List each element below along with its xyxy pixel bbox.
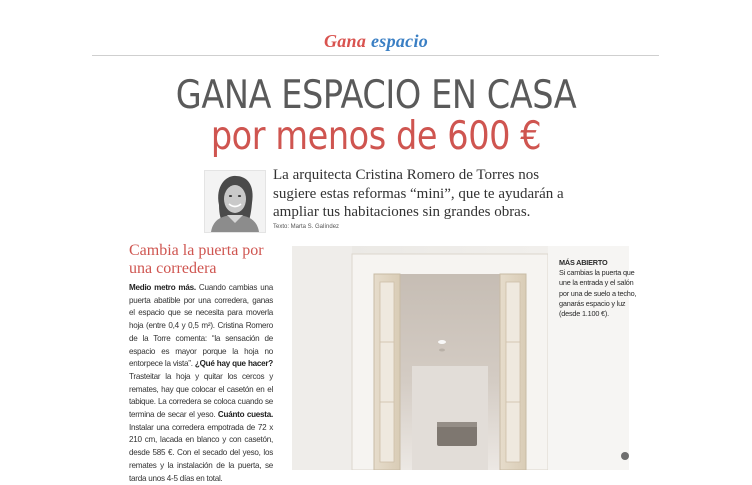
article-subhead: Cambia la puerta por una corredera [129,242,264,277]
intro-paragraph: La arquitecta Cristina Romero de Torres nos sugiere estas reformas “mini”, que te ayudarán a ampliar tus habitaciones sin grandes obras. [273,167,564,220]
headline-line-1: GANA ESPACIO EN CASA [175,73,577,118]
article-body [129,282,273,485]
section-tag-word-2: espacio [370,31,429,51]
author-credit: Texto: Marta S. Galíndez [273,224,340,230]
caption-text: Si cambias la puerta que une la entrada y el salón por una de suelo a techo, ganarás espacio y luz (desde 1.100 €). [559,268,637,319]
caption-title: MÁS ABIERTO [559,258,608,267]
headline-line-2: por menos de 600 € [210,114,542,159]
paragraph-1-lead: Medio metro más. [129,283,196,292]
paragraph-2-text: Trasteitar la hoja y quitar los cercos y remates, hay que colocar el casetón en el tabique. La corredera se coloca cuando se termina de secar el yeso. [129,371,273,420]
paragraph-3-lead: Cuánto cuesta. [217,410,273,420]
paragraph-2-lead: ¿Qué hay que hacer? [194,359,274,369]
header-divider [92,55,659,56]
photo-caption [559,258,639,319]
author-portrait-drawing [205,171,265,232]
section-tag [0,31,752,52]
paragraph-3-text: Instalar una corredera empotrada de 72 x 210 cm, lacada en blanco y con casetón, desde 585 €. Con el secado del yeso, los remates y la instalación de la puerta, se tarda unos 4-5 días en total. [129,422,273,483]
section-tag-word-1: Gana [323,31,367,51]
paragraph-1-text: Cuando cambias una puerta abatible por una corredera, ganas el espacio que se necesita para moverla hoja (entre 0,4 y 0,5 m²). Cristina Romero de la Torre comenta: “la sensación de espacio es mayor porque la hoja no entorpece la vista”. [129,283,273,369]
author-portrait [204,170,266,233]
